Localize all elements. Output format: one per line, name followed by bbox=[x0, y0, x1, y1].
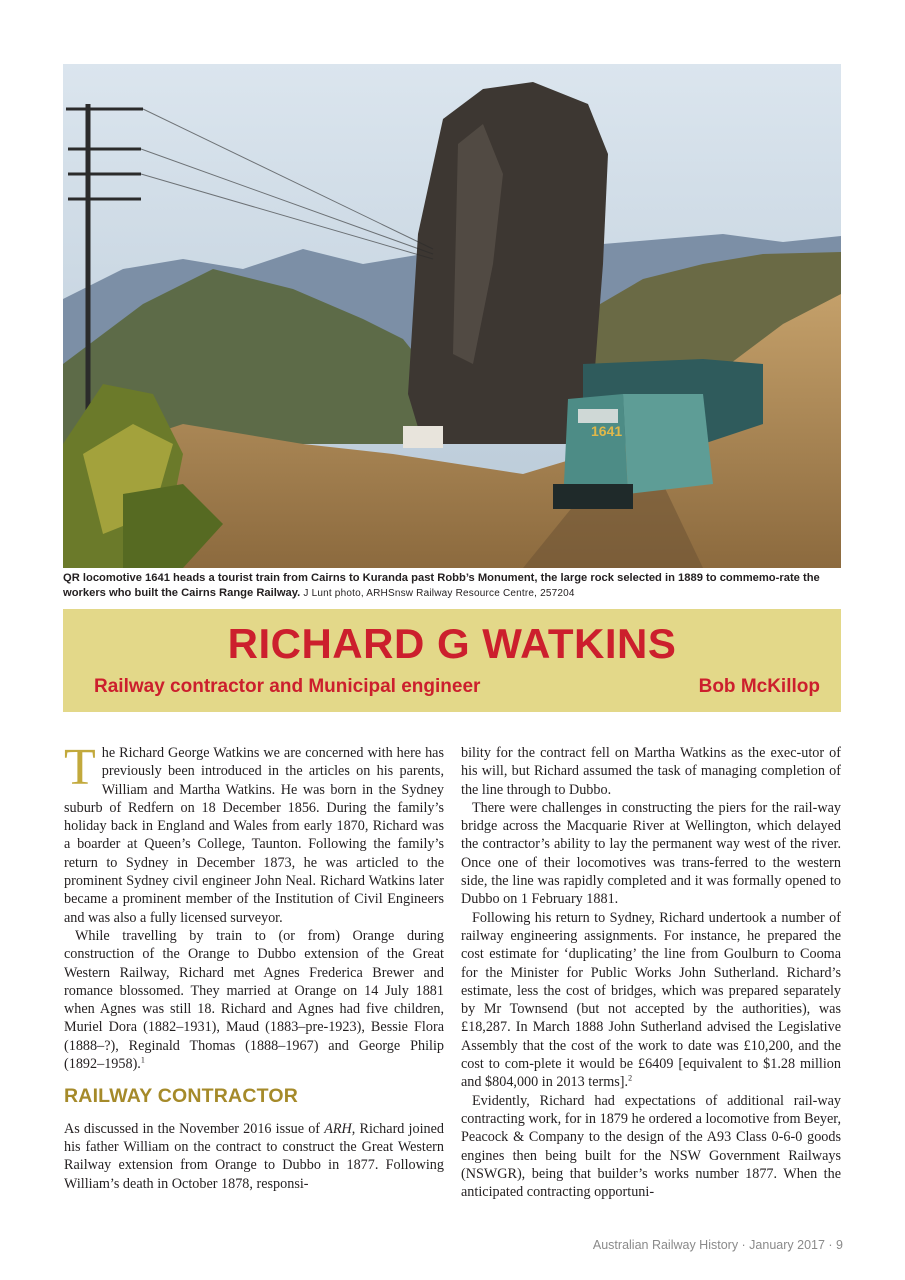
footnote-marker: 1 bbox=[140, 1055, 145, 1065]
section-heading: RAILWAY CONTRACTOR bbox=[64, 1085, 299, 1108]
paragraph bbox=[64, 739, 444, 927]
photo-caption bbox=[63, 571, 841, 601]
journal-abbreviation: ARH bbox=[324, 1120, 352, 1137]
paragraph-text: Following his return to Sydney, Richard undertook a number of railway engineering assignments. For instance, he prepared the cost estimate for ‘duplicating’ the line from Goulburn to Cooma for the Minister for Public Works John Sutherland. Richard’s estimate, less the cost of bridges, which was prepared separately by Mr Townsend (but not accepted by the authorities), was £18,287. In March 1888 John Sutherland advised the Legislative Assembly that the cost of the work to date was £10,200, and the cost to com-plete it would be £6409 [equivalent to $1.28 million and $804,000 in 2013 terms]. bbox=[461, 909, 841, 1091]
paragraph-text: As discussed in the November 2016 issue of bbox=[64, 1120, 325, 1137]
article-column-right bbox=[461, 744, 841, 1201]
paragraph bbox=[461, 909, 841, 1092]
paragraph: There were challenges in constructing the piers for the rail-way bridge across the Macquarie River at Wellington, which delayed the contractor’s ability to lay the permanent way west of the river. Once one of their locomotives was trans-ferred to the western side, the line was rapidly completed and it was formally opened to Dubbo on 1 February 1881. bbox=[461, 799, 841, 908]
article-author: Bob McKillop bbox=[698, 676, 820, 697]
drop-cap: T bbox=[64, 739, 96, 796]
page-footer: Australian Railway History · January 2017 · 9 bbox=[592, 1238, 843, 1252]
sign-board bbox=[403, 426, 443, 448]
paragraph bbox=[64, 927, 444, 1073]
locomotive-number: 1641 bbox=[591, 423, 623, 439]
photo-illustration bbox=[63, 64, 841, 568]
footnote-marker: 2 bbox=[628, 1073, 633, 1083]
paragraph-text: he Richard George Watkins we are concerned with here has previously been introduced in the articles on his parents, William and Martha Watkins. He was born in the Sydney suburb of Redfern on 18 December 1856. During the family’s holiday back in England and Wales from early 1870, Richard was a boarder at Queen’s College, Taunton. Following the family’s return to Sydney in December 1873, he was articled to the prominent Sydney civil engineer John Neal. Richard Watkins later became a prominent member of the Institution of Civil Engineers and was also a fully licensed surveyor. bbox=[64, 745, 444, 926]
title-banner bbox=[63, 609, 841, 712]
paragraph: Evidently, Richard had expectations of additional rail-way contracting work, for in 1879 he ordered a locomotive from Beyer, Peacock & Company to the design of the A93 Class 0-6-0 goods engines then being built for the NSW Government Railways (NSWGR), being that builder’s works number 1877. When the anticipated contracting opportuni- bbox=[461, 1092, 841, 1201]
article-subtitle: Railway contractor and Municipal engineer bbox=[94, 676, 481, 697]
caption-credit: J Lunt photo, ARHSnsw Railway Resource Centre, 257204 bbox=[303, 588, 575, 599]
caption-text: QR locomotive 1641 heads a tourist train from Cairns to Kuranda past Robb’s Monument, the large rock selected in 1889 to commemo-rate the workers who built the Cairns Range Railway. bbox=[63, 572, 820, 599]
paragraph: bility for the contract fell on Martha Watkins as the exec-utor of his will, but Richard assumed the task of managing completion of the line through to Dubbo. bbox=[461, 745, 841, 798]
article-title: RICHARD G WATKINS bbox=[227, 620, 677, 667]
hero-photo bbox=[63, 64, 841, 568]
paragraph-text: , Richard joined his father William on the contract to construct the Great Western Railway extension from Orange to Dubbo in 1877. Following William’s death in October 1878, responsi- bbox=[64, 1120, 445, 1192]
article-column-left bbox=[64, 739, 445, 1193]
paragraph-text: While travelling by train to (or from) Orange during construction of the Orange to Dubbo extension of the Great Western Railway, Richard met Agnes Frederica Brewer and romance blossomed. They married at Orange on 14 July 1881 when Agnes was still 18. Richard and Agnes had five children, Muriel Dora (1882–1931), Maud (1883–pre-1923), Bessie Flora (1888–?), Reginald Thomas (1888–1967) and George Philip (1892–1958). bbox=[64, 927, 444, 1073]
paragraph bbox=[64, 1120, 444, 1193]
